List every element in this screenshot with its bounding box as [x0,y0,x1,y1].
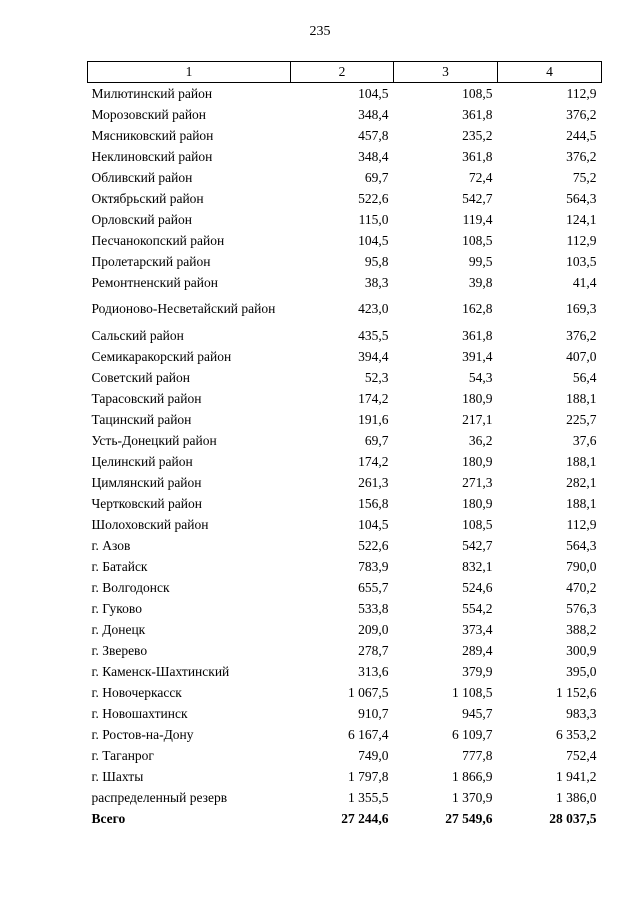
row-value-col-4: 388,2 [566,621,597,637]
table-row [88,293,602,325]
row-value-col-3: 108,5 [462,232,493,248]
row-value-col-2: 209,0 [358,621,389,637]
row-value-col-3: 361,8 [462,327,493,343]
table-row [88,724,602,745]
table-row [88,388,602,409]
row-value-col-3: 373,4 [462,621,493,637]
row-label: распределенный резерв [91,789,228,805]
row-value-col-3: 1 866,9 [452,768,493,784]
row-value-col-4: 564,3 [566,190,597,206]
row-value-col-4: 395,0 [566,663,597,679]
row-label: Родионово-Несветайский район [91,301,276,316]
row-value-col-2: 348,4 [358,106,389,122]
row-value-col-2: 655,7 [358,579,389,595]
row-value-col-4: 376,2 [566,148,597,164]
row-value-col-3: 180,9 [462,390,493,406]
row-value-col-3: 119,4 [462,211,493,227]
table-row [88,535,602,556]
row-value-col-2: 1 797,8 [348,768,389,784]
row-label: г. Новошахтинск [91,705,188,721]
row-label: Семикаракорский район [91,348,232,364]
column-header-2: 2 [291,62,394,83]
row-label: г. Батайск [91,558,148,574]
table-row [88,251,602,272]
row-value-col-4: 188,1 [566,453,597,469]
row-label: Тацинский район [91,411,192,427]
row-value-col-2: 104,5 [358,232,389,248]
table-row [88,451,602,472]
table-row [88,787,602,808]
row-value-col-4: 112,9 [566,85,597,101]
row-value-col-3: 162,8 [462,301,493,316]
row-label: Шолоховский район [91,516,209,532]
row-label: Орловский район [91,211,192,227]
row-label: Сальский район [91,327,184,343]
row-value-col-4: 41,4 [572,274,597,290]
row-value-col-2: 27 244,6 [341,810,389,826]
table-row [88,104,602,125]
table-row [88,493,602,514]
row-value-col-4: 112,9 [566,516,597,532]
table-row [88,472,602,493]
row-value-col-4: 188,1 [566,390,597,406]
row-value-col-4: 1 152,6 [556,684,597,700]
row-value-col-4: 1 941,2 [556,768,597,784]
row-label: Всего [91,810,126,826]
row-value-col-2: 104,5 [358,516,389,532]
row-value-col-2: 1 355,5 [348,789,389,805]
row-value-col-2: 6 167,4 [348,726,389,742]
row-value-col-2: 104,5 [358,85,389,101]
row-label: г. Гуково [91,600,142,616]
row-value-col-3: 379,9 [462,663,493,679]
row-value-col-3: 1 108,5 [452,684,493,700]
row-value-col-3: 289,4 [462,642,493,658]
table-row [88,745,602,766]
table-row [88,272,602,293]
row-value-col-2: 522,6 [358,537,389,553]
row-value-col-2: 435,5 [358,327,389,343]
row-label: г. Азов [91,537,131,553]
row-value-col-2: 533,8 [358,600,389,616]
table-row [88,346,602,367]
row-value-col-4: 1 386,0 [556,789,597,805]
row-value-col-3: 271,3 [462,474,493,490]
row-value-col-2: 191,6 [358,411,389,427]
table-row [88,430,602,451]
row-label: г. Каменск-Шахтинский [91,663,230,679]
row-label: Тарасовский район [91,390,202,406]
row-label: Чертковский район [91,495,202,511]
row-value-col-2: 348,4 [358,148,389,164]
total-row [88,808,602,829]
row-label: Пролетарский район [91,253,211,269]
row-value-col-4: 188,1 [566,495,597,511]
row-value-col-3: 217,1 [462,411,493,427]
row-value-col-2: 423,0 [358,301,389,316]
row-value-col-3: 54,3 [468,369,493,385]
budget-table [87,61,602,829]
row-value-col-2: 1 067,5 [348,684,389,700]
table-row [88,83,602,105]
table-row [88,640,602,661]
row-value-col-4: 37,6 [572,432,597,448]
row-label: г. Шахты [91,768,144,784]
page-number: 235 [309,24,331,39]
row-label: Советский район [91,369,190,385]
row-value-col-2: 174,2 [358,390,389,406]
row-value-col-3: 832,1 [462,558,493,574]
row-value-col-2: 69,7 [364,432,389,448]
row-value-col-2: 313,6 [358,663,389,679]
row-value-col-4: 169,3 [566,301,597,316]
header-row [88,62,602,83]
row-value-col-2: 749,0 [358,747,389,763]
row-value-col-2: 52,3 [364,369,389,385]
row-value-col-2: 783,9 [358,558,389,574]
table-row [88,661,602,682]
row-label: Морозовский район [91,106,207,122]
row-value-col-3: 554,2 [462,600,493,616]
column-header-3: 3 [394,62,498,83]
table-row [88,703,602,724]
row-value-col-3: 27 549,6 [445,810,493,826]
table-row [88,409,602,430]
row-label: г. Зверево [91,642,148,658]
column-header-4: 4 [498,62,602,83]
table-row [88,619,602,640]
row-value-col-2: 69,7 [364,169,389,185]
row-value-col-3: 391,4 [462,348,493,364]
row-label: Мясниковский район [91,127,214,143]
row-label: г. Волгодонск [91,579,170,595]
row-value-col-4: 376,2 [566,327,597,343]
row-value-col-4: 376,2 [566,106,597,122]
row-value-col-4: 124,1 [566,211,597,227]
row-value-col-2: 278,7 [358,642,389,658]
row-value-col-3: 180,9 [462,495,493,511]
table-row [88,209,602,230]
row-label: Обливский район [91,169,193,185]
row-label: г. Донецк [91,621,146,637]
row-value-col-4: 244,5 [566,127,597,143]
row-value-col-3: 361,8 [462,148,493,164]
row-value-col-4: 752,4 [566,747,597,763]
row-value-col-4: 407,0 [566,348,597,364]
table-row [88,146,602,167]
row-value-col-3: 777,8 [462,747,493,763]
row-value-col-3: 99,5 [468,253,493,269]
row-value-col-4: 225,7 [566,411,597,427]
row-value-col-3: 361,8 [462,106,493,122]
row-value-col-2: 457,8 [358,127,389,143]
table-row [88,367,602,388]
table-row [88,682,602,703]
row-label: Песчанокопский район [91,232,225,248]
row-value-col-2: 174,2 [358,453,389,469]
row-label: Октябрьский район [91,190,204,206]
row-value-col-4: 282,1 [566,474,597,490]
row-value-col-3: 72,4 [468,169,493,185]
table-row [88,514,602,535]
row-value-col-4: 103,5 [566,253,597,269]
table-row [88,577,602,598]
table-row [88,125,602,146]
row-value-col-3: 108,5 [462,516,493,532]
row-value-col-4: 56,4 [572,369,597,385]
table-row [88,230,602,251]
row-label: г. Новочеркасск [91,684,182,700]
column-header-1: 1 [88,62,291,83]
row-label: Цимлянский район [91,474,202,490]
row-value-col-2: 910,7 [358,705,389,721]
row-value-col-3: 39,8 [468,274,493,290]
table-row [88,167,602,188]
row-value-col-2: 95,8 [364,253,389,269]
table-header [88,62,602,83]
table-row [88,556,602,577]
table-row [88,188,602,209]
row-value-col-4: 28 037,5 [549,810,597,826]
row-label: Целинский район [91,453,193,469]
row-value-col-3: 524,6 [462,579,493,595]
row-label: г. Ростов-на-Дону [91,726,194,742]
row-value-col-4: 576,3 [566,600,597,616]
row-value-col-2: 38,3 [364,274,389,290]
row-value-col-3: 36,2 [468,432,493,448]
row-value-col-2: 394,4 [358,348,389,364]
table-body [88,83,602,830]
row-value-col-4: 300,9 [566,642,597,658]
row-value-col-4: 983,3 [566,705,597,721]
table-row [88,766,602,787]
row-value-col-3: 542,7 [462,190,493,206]
row-label: Усть-Донецкий район [91,432,217,448]
row-value-col-4: 112,9 [566,232,597,248]
row-value-col-3: 6 109,7 [452,726,493,742]
row-value-col-3: 235,2 [462,127,493,143]
row-value-col-3: 1 370,9 [452,789,493,805]
row-value-col-3: 180,9 [462,453,493,469]
row-value-col-4: 790,0 [566,558,597,574]
row-value-col-4: 470,2 [566,579,597,595]
row-value-col-3: 108,5 [462,85,493,101]
row-label: Милютинский район [91,85,213,101]
row-value-col-3: 945,7 [462,705,493,721]
row-label: г. Таганрог [91,747,154,763]
row-label: Ремонтненский район [91,274,218,290]
row-value-col-3: 542,7 [462,537,493,553]
row-value-col-4: 75,2 [572,169,597,185]
row-label: Неклиновский район [91,148,213,164]
row-value-col-2: 156,8 [358,495,389,511]
table-row [88,598,602,619]
row-value-col-2: 261,3 [358,474,389,490]
row-value-col-4: 6 353,2 [556,726,597,742]
table-row [88,325,602,346]
row-value-col-4: 564,3 [566,537,597,553]
row-value-col-2: 115,0 [358,211,389,227]
row-value-col-2: 522,6 [358,190,389,206]
